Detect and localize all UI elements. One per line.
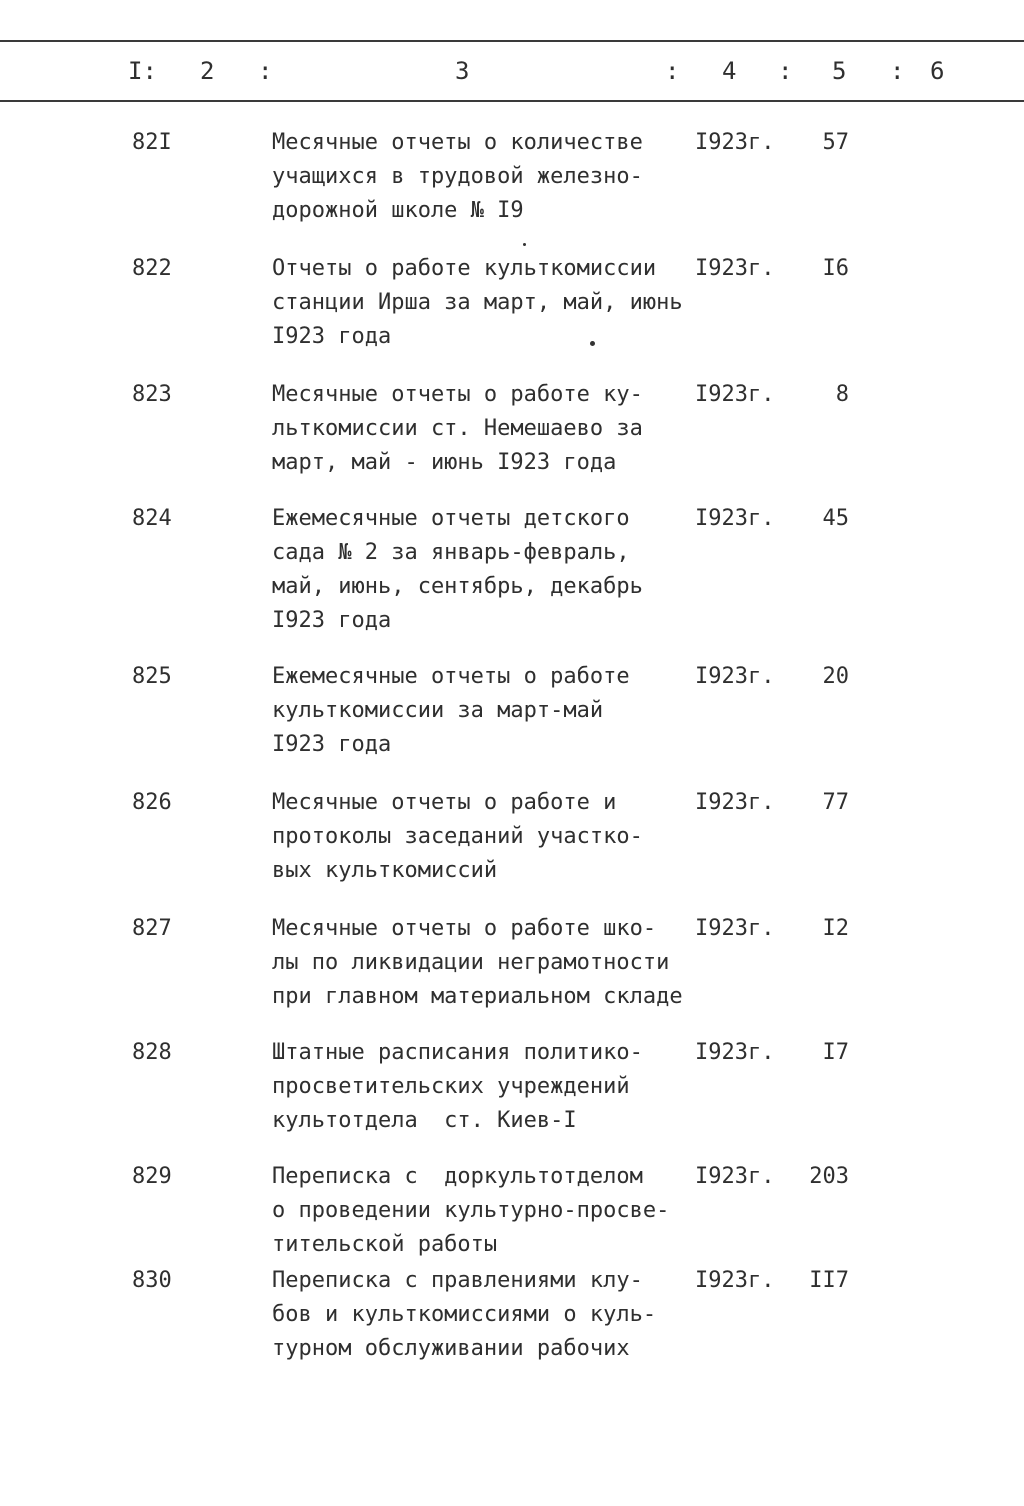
row-date: I923г. — [695, 790, 775, 815]
row-title: Месячные отчеты о работе шко- лы по ликвидации неграмотности при главном материальном складе — [272, 916, 683, 1009]
header-col-2: 2 — [200, 57, 215, 85]
row-date: I923г. — [695, 506, 775, 531]
row-title: Штатные расписания политико- просветительских учреждений культотдела ст. Киев-I — [272, 1040, 643, 1133]
row-date: I923г. — [695, 382, 775, 407]
row-sheet-count: 57 — [822, 130, 849, 155]
row-sheet-count: 77 — [822, 790, 849, 815]
row-title: Переписка с правлениями клу- бов и культкомиссиями о куль- турном обслуживании рабочих — [272, 1268, 657, 1361]
row-number: 830 — [132, 1268, 172, 1293]
row-title: Переписка с доркультотделом о проведении культурно-просве- тительской работы — [272, 1164, 670, 1257]
row-title: Месячные отчеты о работе ку- льткомиссии ст. Немешаево за март, май - июнь I923 года — [272, 382, 643, 475]
header-sep-4: : — [890, 57, 905, 85]
row-sheet-count: 20 — [822, 664, 849, 689]
row-number: 828 — [132, 1040, 172, 1065]
row-sheet-count: I6 — [822, 256, 849, 281]
row-number: 824 — [132, 506, 172, 531]
row-date: I923г. — [695, 1268, 775, 1293]
header-sep-2: : — [665, 57, 680, 85]
header-col-5: 5 — [832, 57, 847, 85]
row-date: I923г. — [695, 1164, 775, 1189]
header-sep-3: : — [778, 57, 793, 85]
header-sep-1: : — [258, 57, 273, 85]
header-top-rule — [0, 40, 1024, 42]
header-bottom-rule — [0, 100, 1024, 102]
row-date: I923г. — [695, 256, 775, 281]
scan-speck — [523, 243, 526, 246]
row-title: Месячные отчеты о работе и протоколы заседаний участко- вых культкомиссий — [272, 790, 643, 883]
row-sheet-count: 8 — [835, 382, 849, 407]
row-number: 825 — [132, 664, 172, 689]
scan-speck — [590, 341, 595, 346]
row-sheet-count: 45 — [822, 506, 849, 531]
row-sheet-count: I2 — [822, 916, 849, 941]
row-title: Ежемесячные отчеты о работе культкомиссии за март-май I923 года — [272, 664, 630, 757]
header-col-1: I: — [128, 57, 157, 85]
row-title: Месячные отчеты о количестве учащихся в трудовой железно- дорожной школе № I9 — [272, 130, 643, 223]
row-number: 826 — [132, 790, 172, 815]
row-number: 82I — [132, 130, 172, 155]
row-date: I923г. — [695, 664, 775, 689]
header-col-3: 3 — [455, 57, 470, 85]
row-date: I923г. — [695, 1040, 775, 1065]
row-number: 823 — [132, 382, 172, 407]
row-number: 829 — [132, 1164, 172, 1189]
row-date: I923г. — [695, 130, 775, 155]
header-col-4: 4 — [722, 57, 737, 85]
header-col-6: 6 — [930, 57, 945, 85]
row-date: I923г. — [695, 916, 775, 941]
row-sheet-count: 203 — [809, 1164, 849, 1189]
row-sheet-count: I7 — [822, 1040, 849, 1065]
row-number: 827 — [132, 916, 172, 941]
row-sheet-count: II7 — [809, 1268, 849, 1293]
row-title: Отчеты о работе культкомиссии станции Ирша за март, май, июнь I923 года — [272, 256, 683, 349]
row-number: 822 — [132, 256, 172, 281]
row-title: Ежемесячные отчеты детского сада № 2 за январь-февраль, май, июнь, сентябрь, декабрь I923 года — [272, 506, 643, 633]
